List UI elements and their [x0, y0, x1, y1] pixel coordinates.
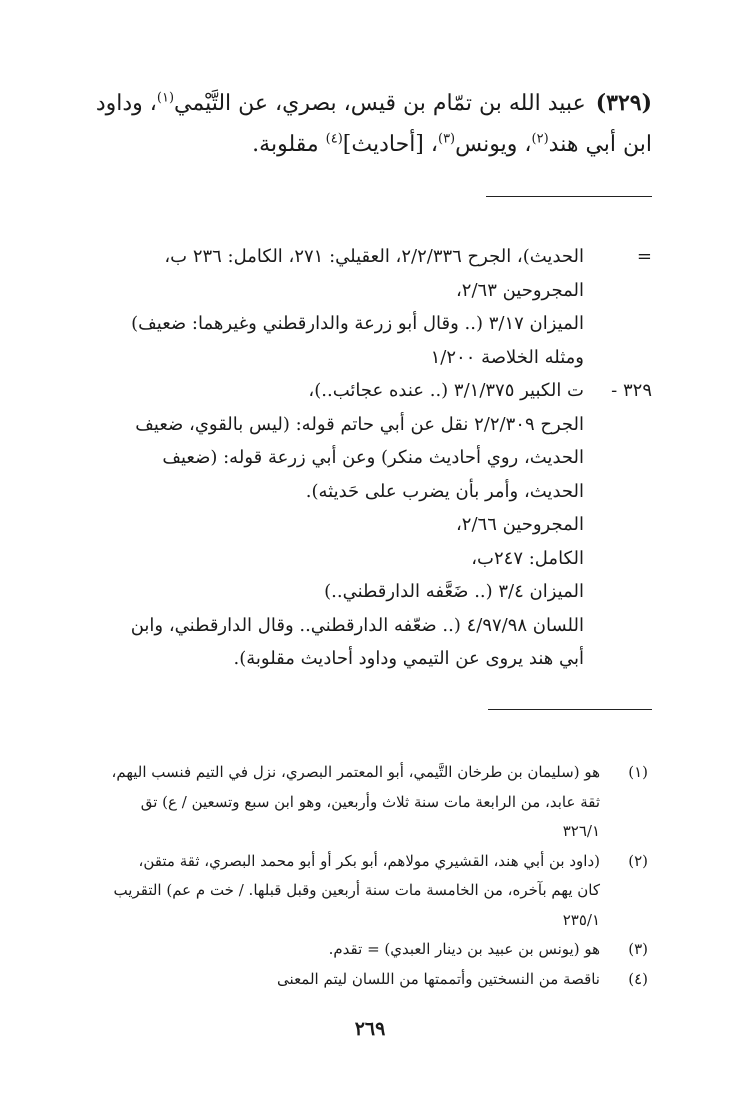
- entry-text-2c: ، [أحاديث]: [342, 132, 438, 157]
- entry-text-1-tail: ، وداود: [95, 91, 157, 116]
- note-continuation-line: [90, 341, 652, 375]
- note-line: الميزان ٣/٤ (.. ضَعَّفه الدارقطني..): [324, 581, 584, 602]
- biography-entry: [90, 82, 652, 166]
- note-line: الحديث، روي أحاديث منكر) وعن أبي زرعة قوله: (ضعيف: [162, 447, 584, 468]
- note-entry-line: [90, 642, 652, 676]
- footnote-4: [90, 965, 648, 995]
- entry-text-2b: ، ويونس: [455, 132, 532, 157]
- footnote-line: ٣٢٦/١: [562, 822, 600, 840]
- footnote-2-cont: [90, 876, 648, 906]
- entry-number: (٣٢٩): [595, 90, 652, 116]
- footnote-line: كان يهم بآخره، من الخامسة مات سنة أربعين وقبل قبلها. / خت م عم) التقريب: [113, 881, 600, 899]
- footnote-marker: (٤): [628, 969, 648, 988]
- footnote-1-cont: [90, 788, 648, 818]
- footnote-marker: (٣): [628, 940, 648, 958]
- note-entry-line: [90, 542, 652, 576]
- footnote-marker: (١): [628, 763, 648, 781]
- footnote-divider: [488, 709, 652, 710]
- footnote-line: ناقصة من النسختين وأتممتها من اللسان ليتم المعنى: [277, 969, 600, 988]
- entry-text-1: عبيد الله بن تمّام بن قيس، بصري، عن التَّيْمي: [174, 91, 586, 116]
- note-line: الكامل: ٢٤٧ب،: [471, 547, 584, 569]
- note-line: الجرح ٢/٢/٣٠٩ نقل عن أبي حاتم قوله: (ليس بالقوي، ضعيف: [135, 413, 584, 435]
- footnote-line: هو (سليمان بن طرخان التَّيمي، أبو المعتمر البصري، نزل في التيم فنسب اليهم،: [111, 763, 600, 781]
- footnote-ref-3[interactable]: (٣): [437, 131, 456, 147]
- entry-text-2d: مقلوبة.: [252, 132, 326, 157]
- note-line: الحديث، وأمر بأن يضرب على حَديثه).: [305, 480, 584, 502]
- footnote-ref-2[interactable]: (٢): [531, 131, 549, 147]
- footnote-line: (داود بن أبي هند، القشيري مولاهم، أبو بكر أو أبو محمد البصري، ثقة متقن،: [138, 851, 600, 870]
- note-line: أبي هند يروى عن التيمي وداود أحاديث مقلوبة).: [233, 648, 584, 669]
- note-line: ت الكبير ٣/١/٣٧٥ (.. عنده عجائب..)،: [308, 380, 584, 401]
- footnote-3: [90, 935, 648, 965]
- footnote-1: [90, 758, 648, 788]
- entry-text-2a: ابن أبي هند: [548, 132, 652, 157]
- footnote-line: ثقة عابد، من الرابعة مات سنة ثلاث وأربعين، وهو ابن سبع وتسعين / ع) تق: [140, 792, 600, 811]
- note-continuation-line: [90, 307, 652, 341]
- note-entry-line: [90, 508, 652, 542]
- note-line: الحديث)، الجرح ٢/٢/٣٣٦، العقيلي: ٢٧١، الكامل: ٢٣٦ ب،: [164, 246, 584, 267]
- entry-line-1: [90, 82, 652, 124]
- note-entry-line: [90, 441, 652, 475]
- note-entry-line: [90, 609, 652, 643]
- note-entry-line: [90, 374, 652, 408]
- footnote-2-cont: [90, 906, 648, 936]
- continuation-marker: =: [636, 246, 652, 267]
- note-line: المجروحين ٢/٦٣،: [455, 279, 584, 301]
- critical-notes: [90, 240, 652, 676]
- note-continuation-line: [90, 274, 652, 308]
- footnote-2: [90, 847, 648, 877]
- note-entry-number: ٣٢٩ -: [611, 380, 652, 401]
- note-line: ومثله الخلاصة ١/٢٠٠: [430, 346, 584, 368]
- note-line: الميزان ٣/١٧ (.. وقال أبو زرعة والدارقطني وغيرهما: ضعيف): [131, 313, 584, 334]
- note-continuation-line: [90, 240, 652, 274]
- note-line: المجروحين ٢/٦٦،: [455, 514, 584, 535]
- footnote-marker: (٢): [628, 851, 648, 870]
- section-divider: [486, 196, 652, 197]
- footnotes: [90, 758, 648, 994]
- footnote-ref-4[interactable]: (٤): [325, 131, 343, 147]
- note-entry-line: [90, 408, 652, 442]
- note-entry-line: [90, 575, 652, 609]
- footnote-line: ٢٣٥/١: [562, 910, 600, 929]
- footnote-ref-1[interactable]: (١): [156, 90, 175, 106]
- page-number: ٢٦٩: [354, 1018, 386, 1040]
- footnote-line: هو (يونس بن عبيد بن دينار العبدي) = تقدم.: [328, 940, 600, 958]
- footnote-1-cont: [90, 817, 648, 847]
- note-line: اللسان ٤/٩٧/٩٨ (.. ضعّفه الدارقطني.. وقال الدارقطني، وابن: [130, 614, 584, 636]
- note-entry-line: [90, 475, 652, 509]
- entry-line-2: [90, 124, 652, 166]
